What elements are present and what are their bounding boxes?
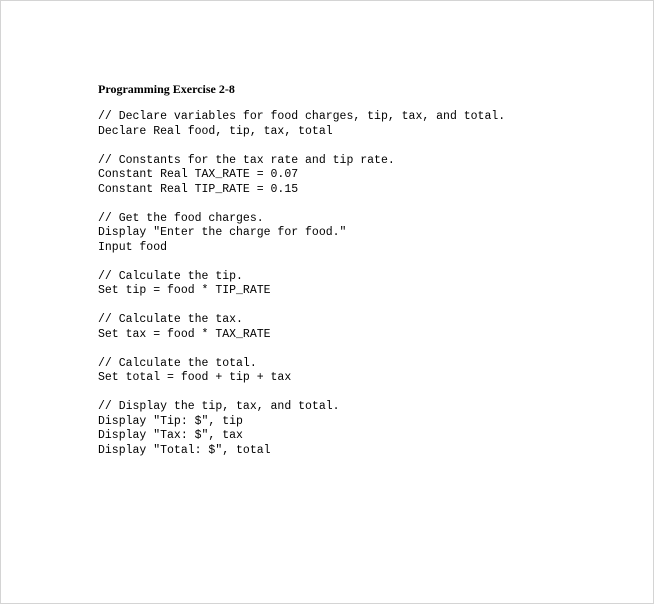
code-statement-line: Display "Tip: $", tip (98, 414, 243, 428)
blank-line (98, 139, 505, 154)
blank-line (98, 197, 505, 212)
code-comment-line: // Calculate the tip. (98, 269, 243, 283)
code-comment-line: // Get the food charges. (98, 211, 264, 225)
code-statement-line: Display "Total: $", total (98, 443, 271, 457)
code-statement-line: Declare Real food, tip, tax, total (98, 124, 333, 138)
code-comment-line: // Calculate the tax. (98, 313, 243, 326)
code-statement-line: Set tax = food * TAX_RATE (98, 327, 271, 341)
code-statement-line: Input food (98, 240, 168, 254)
code-statement-line: Constant Real TIP_RATE = 0.15 (98, 182, 299, 196)
code-statement-line: Set tip = food * TIP_RATE (98, 284, 271, 297)
blank-line (98, 299, 505, 314)
blank-line (98, 342, 505, 357)
pseudocode-block (98, 110, 505, 458)
code-comment-line: // Declare variables for food charges, tip, tax, and total. (98, 110, 506, 123)
code-statement-line: Set total = food + tip + tax (98, 371, 292, 384)
code-comment-line: // Display the tip, tax, and total. (98, 400, 340, 413)
code-statement-line: Display "Tax: $", tax (98, 429, 243, 442)
blank-line (98, 386, 505, 401)
blank-line (98, 255, 505, 270)
exercise-title: Programming Exercise 2-8 (98, 82, 235, 96)
code-statement-line: Display "Enter the charge for food." (98, 226, 347, 239)
code-statement-line: Constant Real TAX_RATE = 0.07 (98, 168, 299, 181)
code-comment-line: // Constants for the tax rate and tip rate. (98, 153, 395, 167)
code-comment-line: // Calculate the total. (98, 356, 257, 370)
